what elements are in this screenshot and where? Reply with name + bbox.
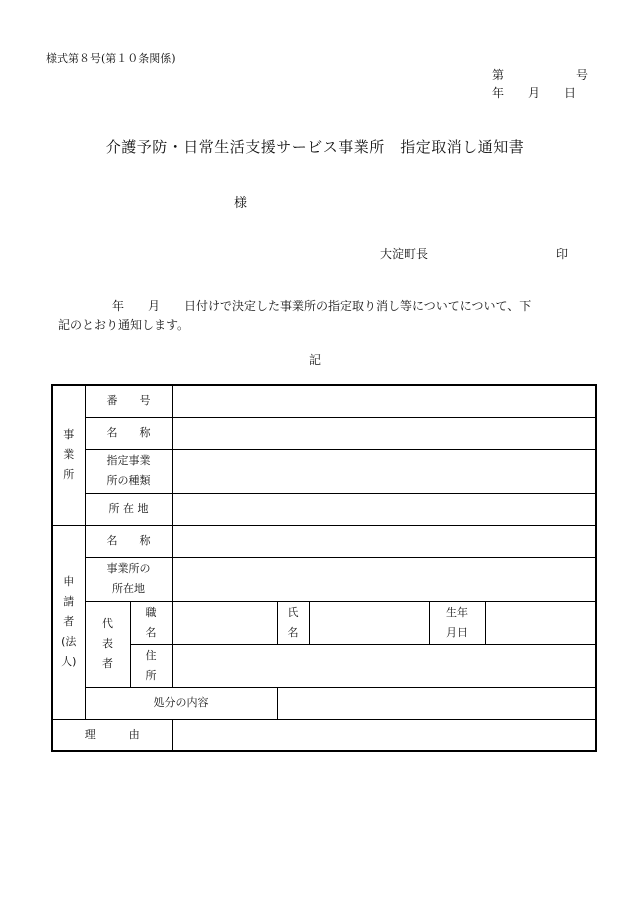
applicant-name-label: 名 称 [85, 525, 172, 557]
ki-label: 記 [309, 353, 322, 367]
body-text-line-1: 年 月 日付けで決定した事業所の指定取り消し等についてについて、下 [112, 299, 532, 313]
issuer-title: 大淀町長 [380, 247, 429, 261]
office-number-label: 番 号 [85, 385, 172, 417]
applicant-group-label: 申 請 者 (法 人) [52, 525, 85, 719]
office-name-label: 名 称 [85, 417, 172, 449]
rep-name-field[interactable] [309, 601, 429, 644]
office-location-field[interactable] [172, 493, 596, 525]
notice-form-table [51, 384, 597, 752]
office-name-field[interactable] [172, 417, 596, 449]
applicant-office-location-field[interactable] [172, 557, 596, 601]
document-title: 介護予防・日常生活支援サービス事業所 指定取消し通知書 [105, 138, 525, 156]
rep-address-field[interactable] [172, 644, 596, 687]
reason-label: 理 由 [52, 719, 172, 751]
rep-position-label: 職 名 [130, 601, 172, 644]
body-text-line-2: 記のとおり通知します。 [58, 318, 190, 332]
rep-birth-field[interactable] [485, 601, 596, 644]
rep-name-label: 氏 名 [277, 601, 309, 644]
reason-field[interactable] [172, 719, 596, 751]
document-number-line: 第 号 [492, 68, 589, 82]
office-number-field[interactable] [172, 385, 596, 417]
applicant-name-field[interactable] [172, 525, 596, 557]
rep-birth-label: 生年 月日 [429, 601, 485, 644]
office-type-label: 指定事業 所の種類 [85, 449, 172, 493]
addressee-suffix: 様 [234, 196, 248, 211]
applicant-office-location-label: 事業所の 所在地 [85, 557, 172, 601]
document-date-line: 年 月 日 [492, 86, 577, 100]
rep-address-label: 住 所 [130, 644, 172, 687]
office-type-field[interactable] [172, 449, 596, 493]
representative-label: 代 表 者 [85, 601, 130, 687]
rep-position-field[interactable] [172, 601, 277, 644]
form-number: 様式第８号(第１０条関係) [46, 52, 176, 65]
seal-mark: 印 [556, 247, 569, 261]
office-group-label: 事 業 所 [52, 385, 85, 525]
disposition-field[interactable] [277, 687, 596, 719]
disposition-label: 処分の内容 [85, 687, 277, 719]
office-location-label: 所 在 地 [85, 493, 172, 525]
